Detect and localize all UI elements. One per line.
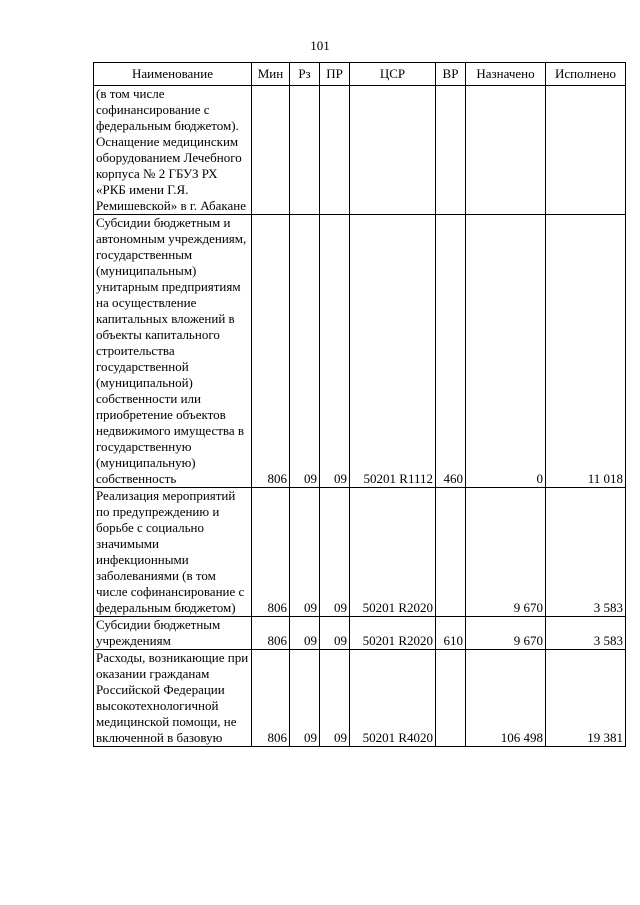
cell-name: Расходы, возникающие при оказании гражданам Российской Федерации высокотехнологичной медицинской помощи, не включенной в базовую (94, 650, 252, 747)
cell-min: 806 (252, 617, 290, 650)
cell-min: 806 (252, 488, 290, 617)
cell-min: 806 (252, 650, 290, 747)
cell-pr (320, 86, 350, 215)
cell-csr (350, 86, 436, 215)
cell-pr: 09 (320, 488, 350, 617)
page-number: 101 (310, 38, 330, 53)
header-vr: ВР (436, 63, 466, 86)
header-name: Наименование (94, 63, 252, 86)
cell-csr: 50201 R2020 (350, 617, 436, 650)
cell-vr (436, 86, 466, 215)
table-row (94, 215, 626, 488)
header-executed: Исполнено (546, 63, 626, 86)
cell-pr: 09 (320, 215, 350, 488)
cell-executed: 3 583 (546, 488, 626, 617)
header-assigned: Назначено (466, 63, 546, 86)
table-row (94, 488, 626, 617)
cell-rz: 09 (290, 650, 320, 747)
cell-vr: 610 (436, 617, 466, 650)
cell-rz: 09 (290, 617, 320, 650)
cell-rz: 09 (290, 488, 320, 617)
cell-assigned: 106 498 (466, 650, 546, 747)
cell-executed (546, 86, 626, 215)
cell-executed: 3 583 (546, 617, 626, 650)
cell-assigned: 9 670 (466, 617, 546, 650)
header-min: Мин (252, 63, 290, 86)
cell-min: 806 (252, 215, 290, 488)
cell-name: Субсидии бюджетным учреждениям (94, 617, 252, 650)
header-csr: ЦСР (350, 63, 436, 86)
budget-table (93, 62, 626, 747)
cell-vr (436, 650, 466, 747)
cell-pr: 09 (320, 617, 350, 650)
cell-rz: 09 (290, 215, 320, 488)
table-header-row (94, 63, 626, 86)
cell-csr: 50201 R4020 (350, 650, 436, 747)
cell-pr: 09 (320, 650, 350, 747)
cell-csr: 50201 R1112 (350, 215, 436, 488)
cell-csr: 50201 R2020 (350, 488, 436, 617)
cell-name: Реализация мероприятий по предупреждению и борьбе с социально значимыми инфекционными заболеваниями (в том числе софинансирование с федеральным бюджетом) (94, 488, 252, 617)
cell-name: (в том числе софинансирование с федеральным бюджетом). Оснащение медицинским оборудованием Лечебного корпуса № 2 ГБУЗ РХ «РКБ имени Г.Я. Ремишевской» в г. Абакане (94, 86, 252, 215)
cell-name: Субсидии бюджетным и автономным учреждениям, государственным (муниципальным) унитарным предприятиям на осуществление капитальных вложений в объекты капитального строительства государственной (муниципальной) собственности или приобретение объектов недвижимого имущества в государственную (муниципальную) собственность (94, 215, 252, 488)
cell-vr (436, 488, 466, 617)
cell-executed: 19 381 (546, 650, 626, 747)
header-pr: ПР (320, 63, 350, 86)
cell-vr: 460 (436, 215, 466, 488)
cell-assigned: 0 (466, 215, 546, 488)
cell-assigned (466, 86, 546, 215)
header-rz: Рз (290, 63, 320, 86)
cell-assigned: 9 670 (466, 488, 546, 617)
cell-min (252, 86, 290, 215)
table-row (94, 617, 626, 650)
table-row (94, 650, 626, 747)
table-row (94, 86, 626, 215)
cell-executed: 11 018 (546, 215, 626, 488)
cell-rz (290, 86, 320, 215)
